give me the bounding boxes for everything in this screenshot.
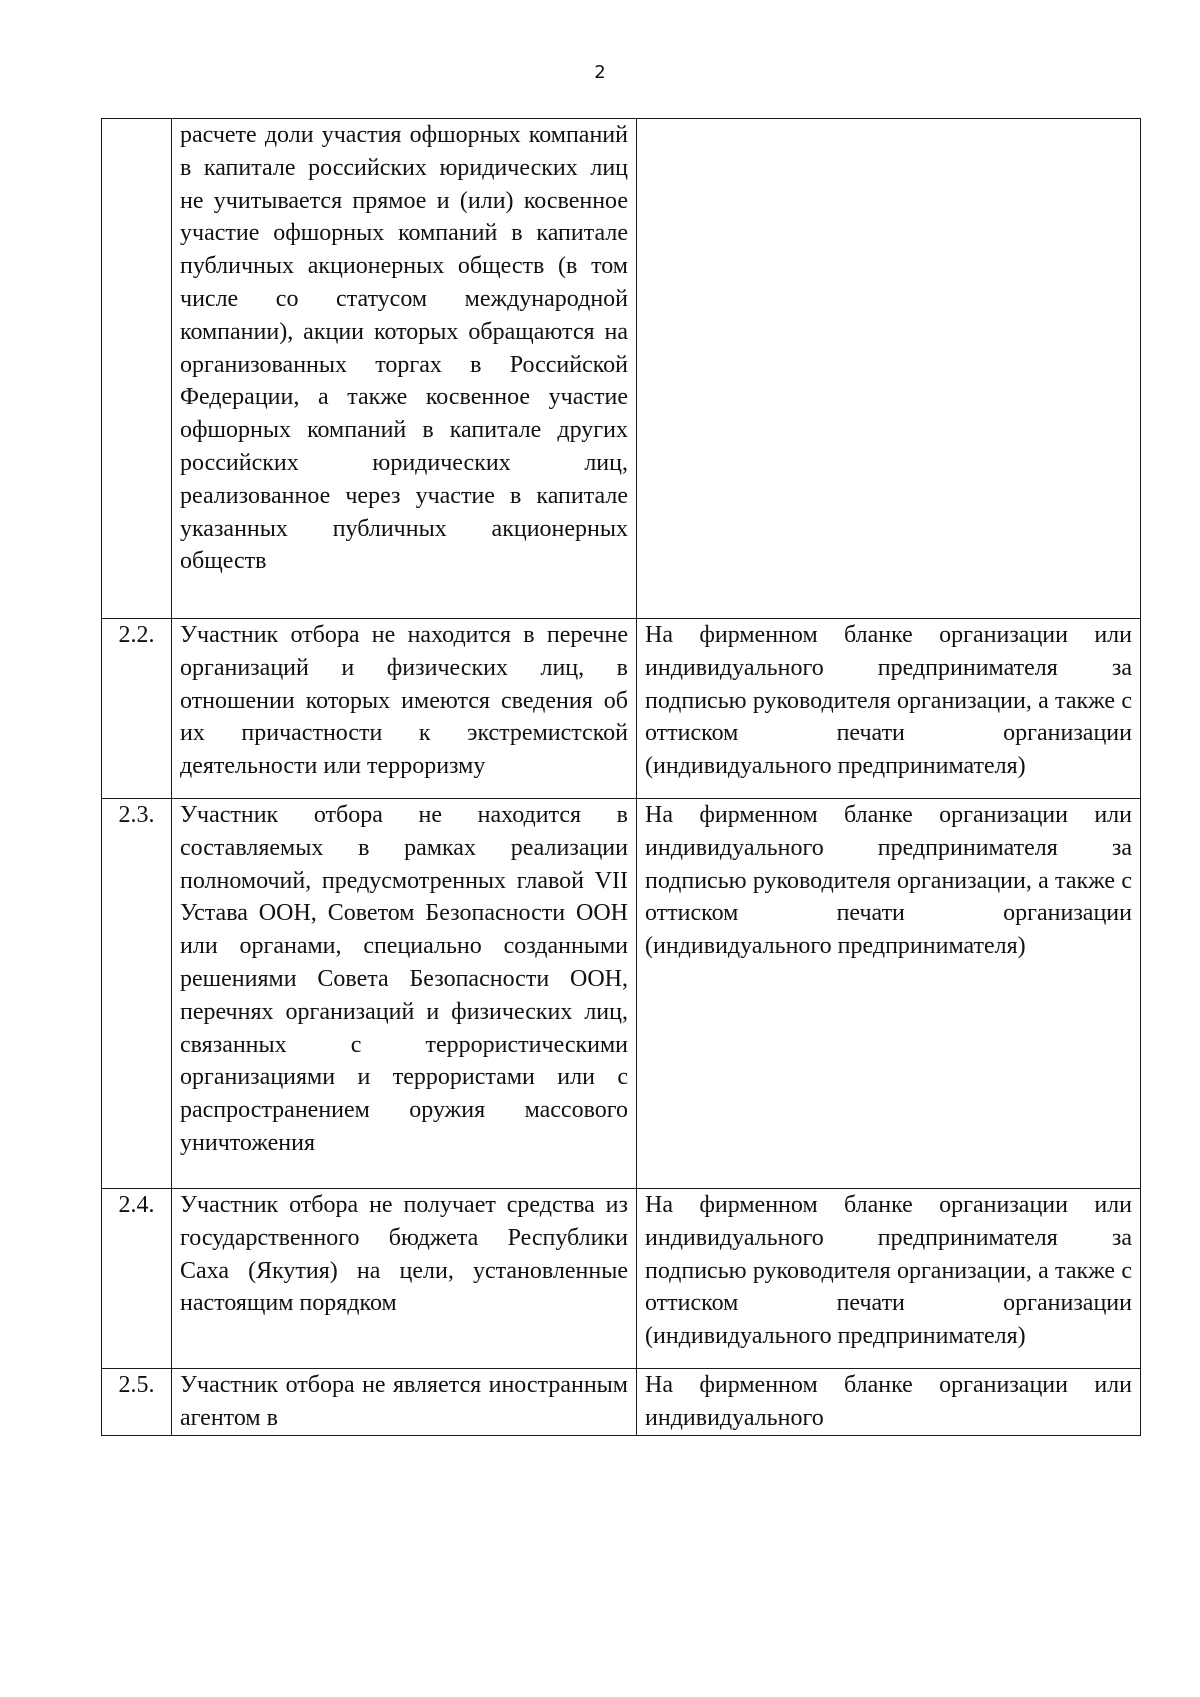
row-number-cell: 2.3.	[102, 799, 172, 1189]
requirement-cell: Участник отбора не получает средства из государственного бюджета Республики Саха (Якутия) на цели, установленные настоящим порядком	[172, 1189, 637, 1369]
confirmation-cell: На фирменном бланке организации или индивидуального предпринимателя за подписью руководителя организации, а также с оттиском печати организации (индивидуального предпринимателя)	[637, 1189, 1141, 1369]
requirement-cell: Участник отбора не находится в перечне организаций и физических лиц, в отношении которых имеются сведения об их причастности к экстремистской деятельности или терроризму	[172, 619, 637, 799]
page-number: 2	[594, 62, 606, 83]
row-number-cell: 2.2.	[102, 619, 172, 799]
confirmation-cell: На фирменном бланке организации или индивидуального	[637, 1369, 1141, 1436]
table-row	[102, 1189, 1141, 1369]
table-row	[102, 619, 1141, 799]
table-row	[102, 119, 1141, 619]
confirmation-cell	[637, 119, 1141, 619]
table-row	[102, 799, 1141, 1189]
row-number-cell: 2.4.	[102, 1189, 172, 1369]
row-number-cell	[102, 119, 172, 619]
confirmation-cell: На фирменном бланке организации или индивидуального предпринимателя за подписью руководителя организации, а также с оттиском печати организации (индивидуального предпринимателя)	[637, 619, 1141, 799]
requirement-cell: Участник отбора не является иностранным агентом в	[172, 1369, 637, 1436]
confirmation-cell: На фирменном бланке организации или индивидуального предпринимателя за подписью руководителя организации, а также с оттиском печати организации (индивидуального предпринимателя)	[637, 799, 1141, 1189]
table-row	[102, 1369, 1141, 1436]
row-number-cell: 2.5.	[102, 1369, 172, 1436]
requirement-cell: расчете доли участия офшорных компаний в капитале российских юридических лиц не учитывается прямое и (или) косвенное участие офшорных компаний в капитале публичных акционерных обществ (в том числе со статусом международной компании), акции которых обращаются на организованных торгах в Российской Федерации, а также косвенное участие офшорных компаний в капитале других российских юридических лиц, реализованное через участие в капитале указанных публичных акционерных обществ	[172, 119, 637, 619]
requirements-table	[101, 118, 1141, 1436]
requirement-cell: Участник отбора не находится в составляемых в рамках реализации полномочий, предусмотренных главой VII Устава ООН, Советом Безопасности ООН или органами, специально созданными решениями Совета Безопасности ООН, перечнях организаций и физических лиц, связанных с террористическими организациями и террористами или с распространением оружия массового уничтожения	[172, 799, 637, 1189]
